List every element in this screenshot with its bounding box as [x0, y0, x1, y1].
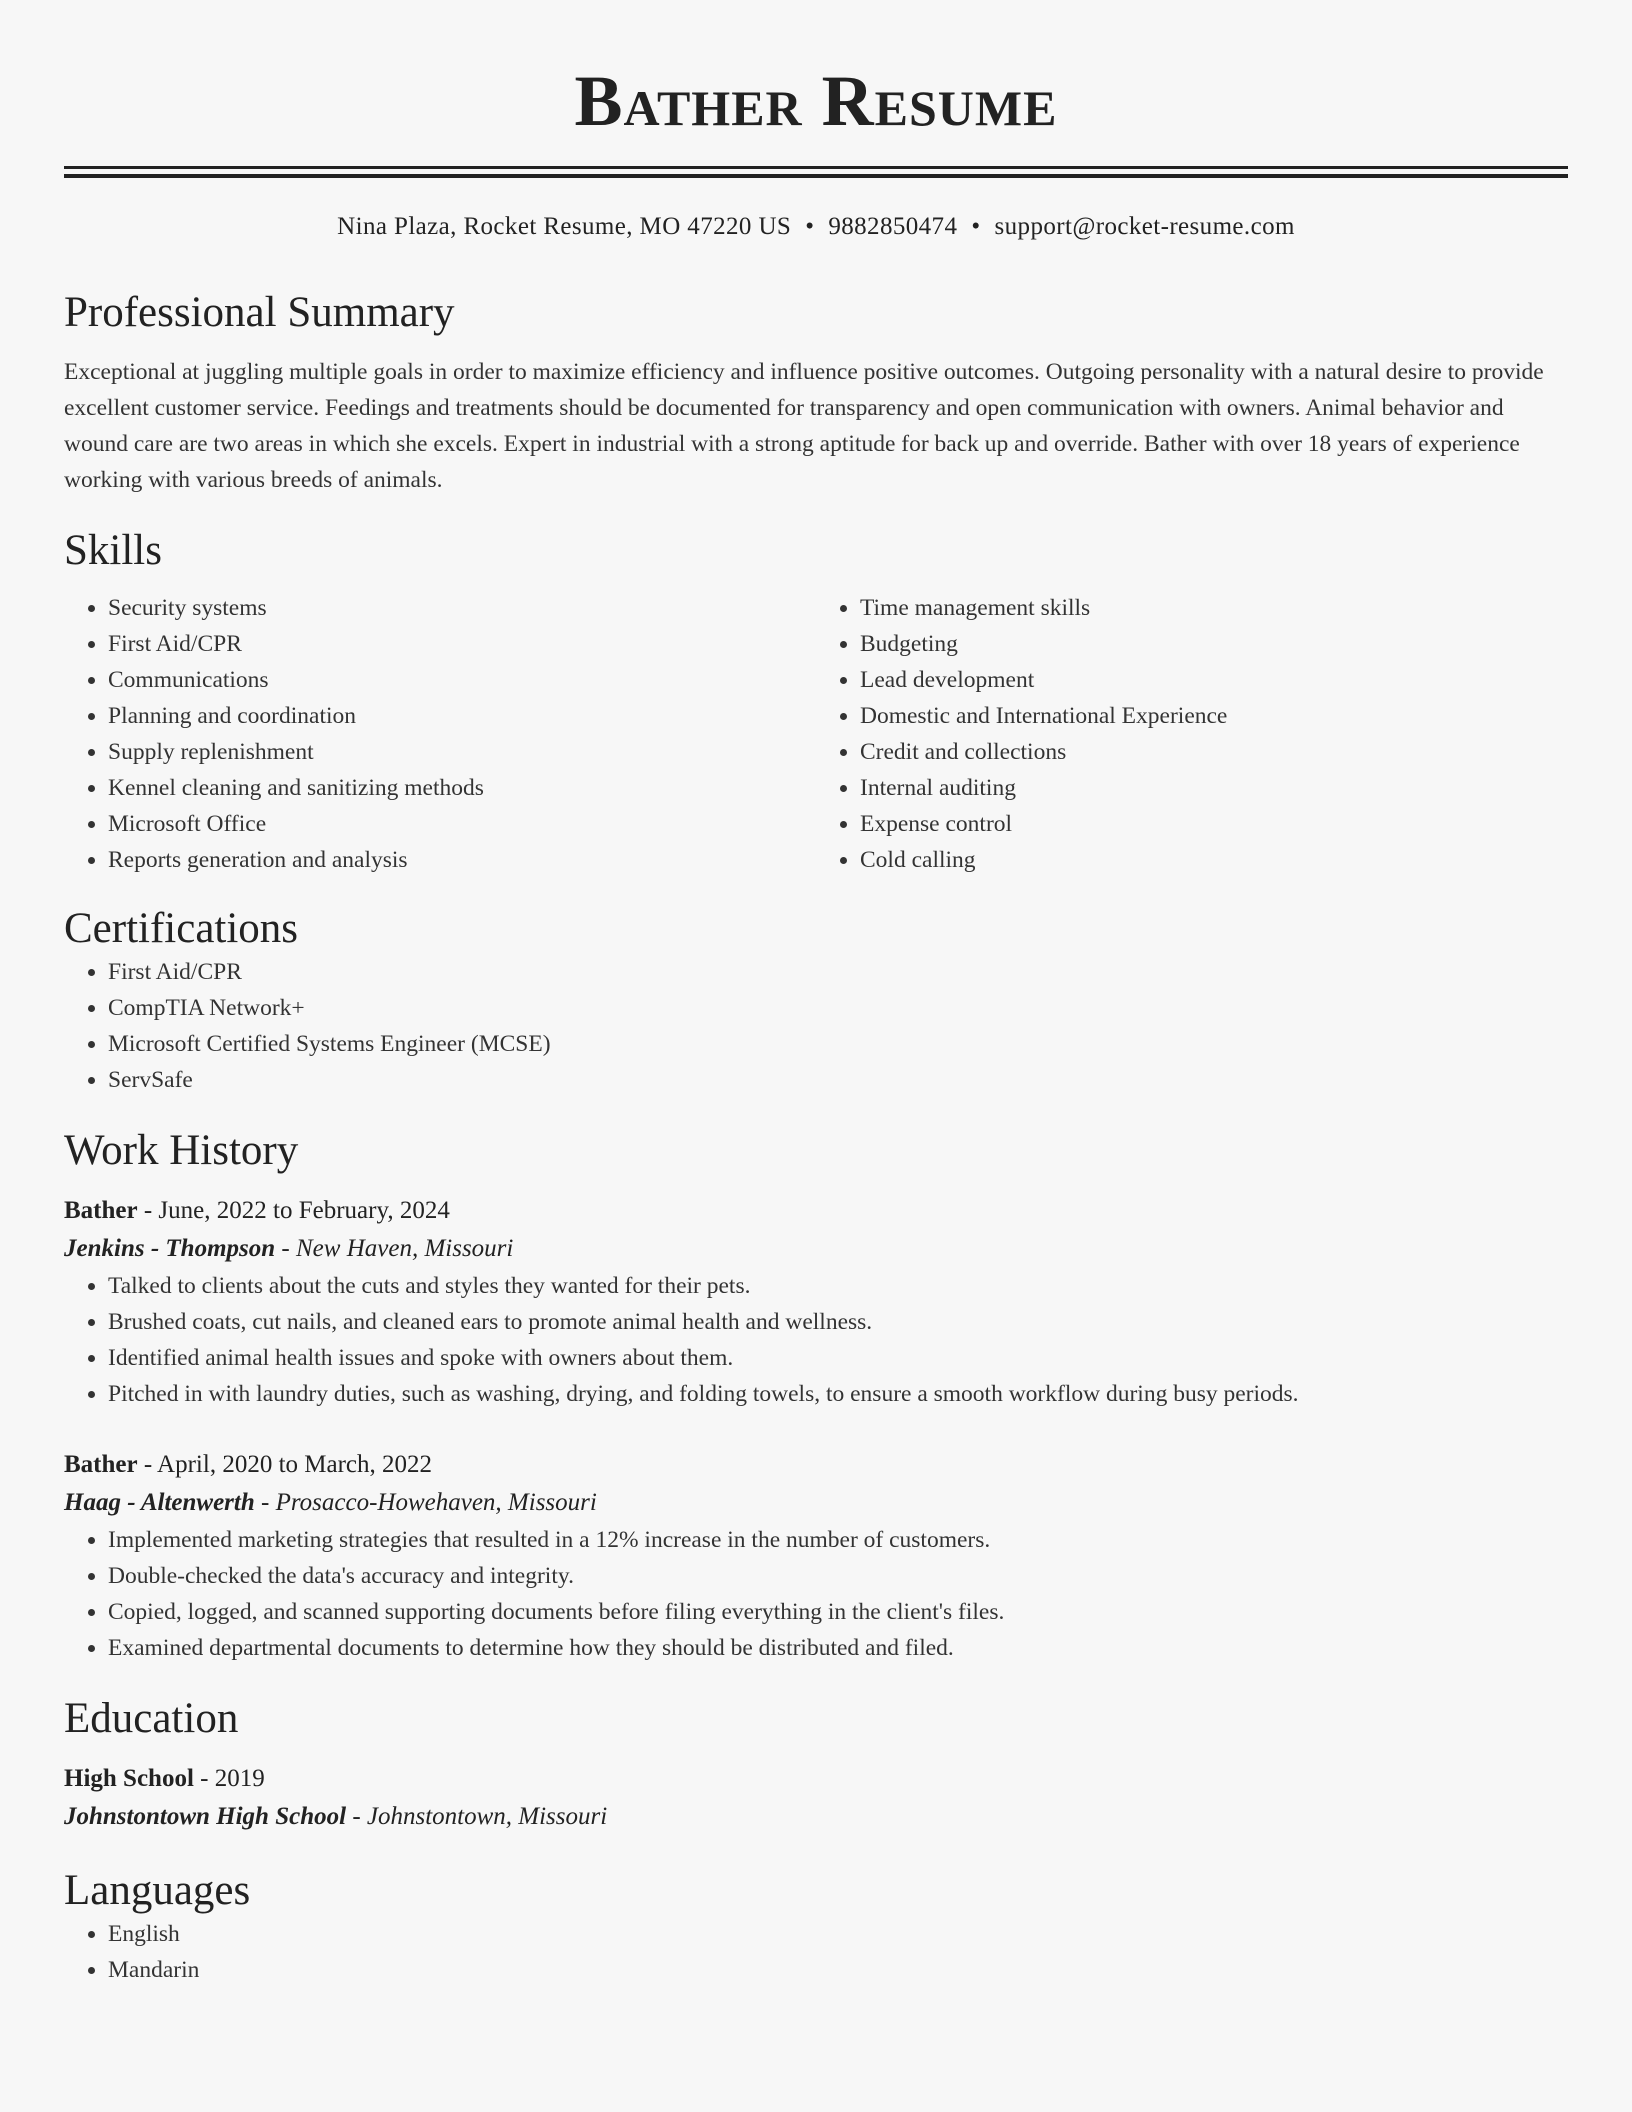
list-item: • Cold calling — [860, 842, 1568, 878]
list-item: • Double-checked the data's accuracy and integrity. — [108, 1558, 1568, 1594]
languages-list — [64, 1916, 1568, 1988]
job-title: Bather — [64, 1451, 138, 1478]
education-section — [64, 1694, 1568, 1836]
title-rule-top — [64, 166, 1568, 169]
list-item: • English — [108, 1916, 1568, 1952]
list-item: • Talked to clients about the cuts and styles they wanted for their pets. — [108, 1268, 1568, 1304]
list-item: • Credit and collections — [860, 734, 1568, 770]
list-item: • Lead development — [860, 662, 1568, 698]
contact-phone: 9882850474 — [828, 213, 958, 240]
list-item: • Supply replenishment — [108, 734, 816, 770]
job-title-line — [64, 1192, 1568, 1230]
job-entry — [64, 1446, 1568, 1666]
work-history-heading: Work History — [64, 1127, 299, 1174]
list-item: • Domestic and International Experience — [860, 698, 1568, 734]
list-item: • Expense control — [860, 806, 1568, 842]
summary-heading: Professional Summary — [64, 289, 455, 336]
work-history-section — [64, 1126, 1568, 1666]
job-bullets — [64, 1522, 1568, 1666]
list-item: • Planning and coordination — [108, 698, 816, 734]
list-item: • First Aid/CPR — [108, 626, 816, 662]
job-bullets — [64, 1268, 1568, 1412]
list-item: • Identified animal health issues and spoke with owners about them. — [108, 1340, 1568, 1376]
skills-columns — [64, 590, 1568, 878]
education-school-line — [64, 1798, 1568, 1836]
list-item: • CompTIA Network+ — [108, 990, 1568, 1026]
contact-line — [64, 212, 1568, 242]
list-item: • Security systems — [108, 590, 816, 626]
contact-email: support@rocket-resume.com — [994, 213, 1295, 240]
education-degree: High School — [64, 1765, 194, 1792]
list-item: • Implemented marketing strategies that resulted in a 12% increase in the number of customers. — [108, 1522, 1568, 1558]
job-dates: - June, 2022 to February, 2024 — [137, 1197, 450, 1224]
skills-heading: Skills — [64, 527, 162, 574]
list-item: • Copied, logged, and scanned supporting documents before filing everything in the client's files. — [108, 1594, 1568, 1630]
contact-address: Nina Plaza, Rocket Resume, MO 47220 US — [337, 213, 792, 240]
summary-section — [64, 288, 1568, 498]
list-item: • Time management skills — [860, 590, 1568, 626]
list-item: • Internal auditing — [860, 770, 1568, 806]
list-item: • Kennel cleaning and sanitizing methods — [108, 770, 816, 806]
list-item: • ServSafe — [108, 1062, 1568, 1098]
list-item: • Microsoft Office — [108, 806, 816, 842]
education-heading: Education — [64, 1695, 239, 1742]
list-item: • First Aid/CPR — [108, 954, 1568, 990]
list-item: • Brushed coats, cut nails, and cleaned ears to promote animal health and wellness. — [108, 1304, 1568, 1340]
job-company-line — [64, 1484, 1568, 1522]
languages-heading: Languages — [64, 1867, 251, 1914]
job-entry — [64, 1192, 1568, 1412]
list-item: • Reports generation and analysis — [108, 842, 816, 878]
list-item: • Examined departmental documents to determine how they should be distributed and filed. — [108, 1630, 1568, 1666]
list-item: • Budgeting — [860, 626, 1568, 662]
certifications-heading: Certifications — [64, 905, 299, 952]
summary-text: Exceptional at juggling multiple goals in order to maximize efficiency and influence positive outcomes. Outgoing personality with a natural desire to provide excellent customer service. Feedings and treatments should be documented for transparency and open communication with owners. Animal behavior and wound care are two areas in which she excels. Expert in industrial with a strong aptitude for back up and override. Bather with over 18 years of experience working with various breeds of animals. — [64, 359, 1544, 493]
list-item: • Microsoft Certified Systems Engineer (MCSE) — [108, 1026, 1568, 1062]
job-location: - Prosacco-Howehaven, Missouri — [254, 1489, 597, 1516]
contact-separator: • — [971, 213, 981, 240]
job-company-line — [64, 1230, 1568, 1268]
list-item: • Mandarin — [108, 1952, 1568, 1988]
job-company: Haag - Altenwerth — [64, 1489, 255, 1516]
resume-title: Bather Resume — [574, 61, 1058, 141]
education-school: Johnstontown High School — [64, 1803, 347, 1830]
job-location: - New Haven, Missouri — [275, 1235, 514, 1262]
education-degree-line — [64, 1760, 1568, 1798]
list-item: • Communications — [108, 662, 816, 698]
certifications-list — [64, 954, 1568, 1098]
education-location: - Johnstontown, Missouri — [346, 1803, 608, 1830]
skills-section — [64, 526, 1568, 878]
job-title: Bather — [64, 1197, 138, 1224]
job-title-line — [64, 1446, 1568, 1484]
education-year: - 2019 — [193, 1765, 265, 1792]
list-item: • Pitched in with laundry duties, such as washing, drying, and folding towels, to ensure a smooth workflow during busy periods. — [108, 1376, 1568, 1412]
languages-section — [64, 1866, 1568, 1988]
title-rule-bottom — [64, 174, 1568, 178]
skills-list-left — [64, 590, 816, 878]
job-company: Jenkins - Thompson — [64, 1235, 276, 1262]
job-dates: - April, 2020 to March, 2022 — [137, 1451, 433, 1478]
certifications-section — [64, 904, 1568, 1098]
skills-list-right — [816, 590, 1568, 878]
contact-separator: • — [805, 213, 815, 240]
